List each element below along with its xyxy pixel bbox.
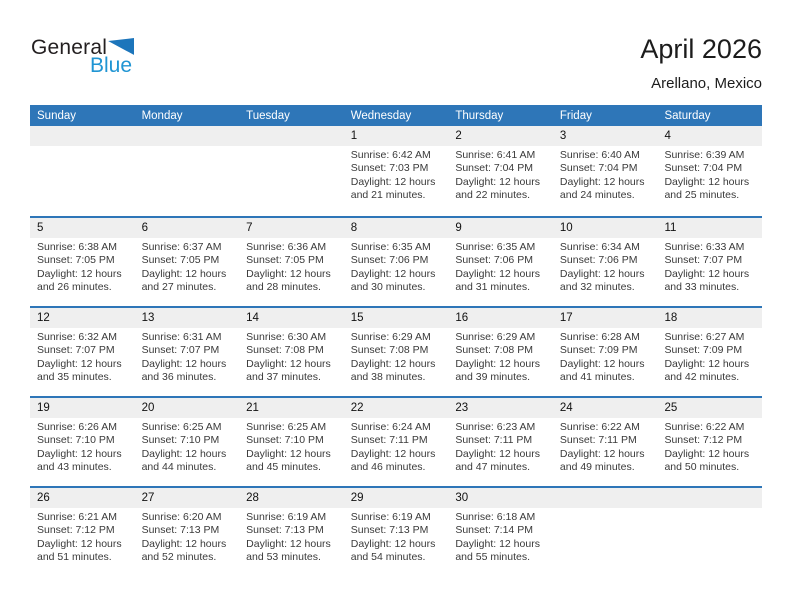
sunset-text: Sunset: 7:07 PM xyxy=(37,344,115,357)
day-number: 4 xyxy=(664,130,671,142)
week-number-band xyxy=(30,126,762,146)
empty-day-cell xyxy=(135,146,240,214)
sunrise-text: Sunrise: 6:19 AM xyxy=(350,511,431,523)
daylight-text: and 22 minutes. xyxy=(455,189,531,202)
sunset-text: Sunset: 7:04 PM xyxy=(455,162,533,175)
sunrise-text: Sunrise: 6:18 AM xyxy=(455,511,536,523)
sunset-text: Sunset: 7:08 PM xyxy=(350,344,429,357)
sunrise-text: Sunrise: 6:29 AM xyxy=(455,331,536,343)
day-cell xyxy=(30,328,135,396)
daylight-text: Daylight: 12 hours xyxy=(559,267,645,280)
day-cell xyxy=(239,418,344,486)
day-cell xyxy=(448,508,553,576)
empty-day-cell xyxy=(553,508,658,576)
sunrise-text: Sunrise: 6:37 AM xyxy=(141,241,222,253)
day-cell xyxy=(135,418,240,486)
day-number: 21 xyxy=(246,402,259,414)
day-number xyxy=(30,126,135,146)
daylight-text: Daylight: 12 hours xyxy=(141,447,227,460)
daylight-text: and 49 minutes. xyxy=(559,461,635,474)
sunset-text: Sunset: 7:09 PM xyxy=(664,344,743,357)
day-number: 28 xyxy=(246,492,259,504)
sunset-text: Sunset: 7:06 PM xyxy=(559,254,638,267)
sunset-text: Sunset: 7:08 PM xyxy=(246,344,324,357)
day-number: 12 xyxy=(37,312,50,324)
empty-day-cell xyxy=(30,146,135,214)
weekday-header xyxy=(30,105,762,126)
day-number: 8 xyxy=(350,222,358,234)
sunset-text: Sunset: 7:12 PM xyxy=(37,524,115,537)
daylight-text: and 54 minutes. xyxy=(350,551,426,564)
day-number: 14 xyxy=(246,312,259,324)
sunset-text: Sunset: 7:14 PM xyxy=(455,524,533,537)
sunrise-text: Sunrise: 6:25 AM xyxy=(141,421,222,433)
sunrise-text: Sunrise: 6:28 AM xyxy=(559,331,640,343)
daylight-text: Daylight: 12 hours xyxy=(455,267,540,280)
sunset-text: Sunset: 7:10 PM xyxy=(37,434,115,447)
weekday-cell-monday: Monday xyxy=(141,109,183,122)
sunset-text: Sunset: 7:04 PM xyxy=(664,162,743,175)
week-number-band xyxy=(30,218,762,238)
day-cell xyxy=(657,418,762,486)
daylight-text: Daylight: 12 hours xyxy=(664,175,750,188)
daylight-text: and 53 minutes. xyxy=(246,551,321,564)
day-number xyxy=(553,488,658,508)
daylight-text: and 28 minutes. xyxy=(246,281,321,294)
daylight-text: and 51 minutes. xyxy=(37,551,112,564)
day-cell xyxy=(239,238,344,306)
daylight-text: Daylight: 12 hours xyxy=(350,175,436,188)
daylight-text: and 21 minutes. xyxy=(350,189,426,202)
day-cell xyxy=(344,146,449,214)
general-blue-logo xyxy=(31,37,141,76)
week-row xyxy=(30,126,762,216)
sunrise-text: Sunrise: 6:41 AM xyxy=(455,149,536,161)
day-number: 15 xyxy=(350,312,364,324)
weekday-cell-tuesday: Tuesday xyxy=(246,109,290,122)
sunset-text: Sunset: 7:13 PM xyxy=(246,524,324,537)
week-number-band xyxy=(30,398,762,418)
sunset-text: Sunset: 7:06 PM xyxy=(455,254,533,267)
sunset-text: Sunset: 7:04 PM xyxy=(559,162,638,175)
sunset-text: Sunset: 7:10 PM xyxy=(141,434,220,447)
sunrise-text: Sunrise: 6:40 AM xyxy=(559,149,640,161)
daylight-text: and 26 minutes. xyxy=(37,281,112,294)
daylight-text: Daylight: 12 hours xyxy=(455,357,540,370)
daylight-text: and 45 minutes. xyxy=(246,461,321,474)
daylight-text: and 25 minutes. xyxy=(664,189,740,202)
daylight-text: Daylight: 12 hours xyxy=(37,357,122,370)
daylight-text: and 39 minutes. xyxy=(455,371,531,384)
day-number: 19 xyxy=(37,402,50,414)
day-cell xyxy=(30,508,135,576)
weekday-cell-wednesday: Wednesday xyxy=(350,109,412,122)
day-number: 7 xyxy=(246,222,253,234)
daylight-text: Daylight: 12 hours xyxy=(664,357,750,370)
day-number: 26 xyxy=(37,492,50,504)
week-row xyxy=(30,486,762,576)
sunrise-text: Sunrise: 6:38 AM xyxy=(37,241,117,253)
week-details-row xyxy=(30,238,762,306)
week-details-row xyxy=(30,418,762,486)
day-cell xyxy=(657,328,762,396)
daylight-text: Daylight: 12 hours xyxy=(246,267,331,280)
daylight-text: Daylight: 12 hours xyxy=(246,447,331,460)
sunrise-text: Sunrise: 6:20 AM xyxy=(141,511,222,523)
week-row xyxy=(30,306,762,396)
day-cell xyxy=(30,418,135,486)
daylight-text: Daylight: 12 hours xyxy=(37,447,122,460)
daylight-text: Daylight: 12 hours xyxy=(141,267,227,280)
day-number: 10 xyxy=(559,222,573,234)
day-number: 6 xyxy=(141,222,148,234)
sunset-text: Sunset: 7:11 PM xyxy=(559,434,637,447)
empty-day-cell xyxy=(239,146,344,214)
weekday-cell-sunday: Sunday xyxy=(37,109,77,122)
day-number xyxy=(657,488,762,508)
daylight-text: and 42 minutes. xyxy=(664,371,740,384)
sunrise-text: Sunrise: 6:39 AM xyxy=(664,149,745,161)
sunrise-text: Sunrise: 6:42 AM xyxy=(350,149,431,161)
day-number: 5 xyxy=(37,222,44,234)
day-cell xyxy=(344,418,449,486)
day-number xyxy=(135,126,240,146)
daylight-text: Daylight: 12 hours xyxy=(141,537,227,550)
sunset-text: Sunset: 7:13 PM xyxy=(141,524,220,537)
daylight-text: and 43 minutes. xyxy=(37,461,112,474)
sunset-text: Sunset: 7:11 PM xyxy=(455,434,533,447)
sunset-text: Sunset: 7:10 PM xyxy=(246,434,324,447)
sunrise-text: Sunrise: 6:21 AM xyxy=(37,511,117,523)
day-cell xyxy=(448,238,553,306)
daylight-text: Daylight: 12 hours xyxy=(455,447,540,460)
daylight-text: and 30 minutes. xyxy=(350,281,426,294)
daylight-text: and 37 minutes. xyxy=(246,371,321,384)
day-number: 30 xyxy=(455,492,469,504)
week-number-band xyxy=(30,488,762,508)
month-title: April 2026 xyxy=(640,34,762,64)
day-number: 22 xyxy=(350,402,364,414)
day-cell xyxy=(344,238,449,306)
day-cell xyxy=(657,238,762,306)
sunrise-text: Sunrise: 6:34 AM xyxy=(559,241,640,253)
day-cell xyxy=(30,238,135,306)
day-number: 9 xyxy=(455,222,462,234)
sunset-text: Sunset: 7:12 PM xyxy=(664,434,743,447)
logo-triangle-icon xyxy=(108,38,134,55)
daylight-text: and 35 minutes. xyxy=(37,371,112,384)
sunrise-text: Sunrise: 6:26 AM xyxy=(37,421,117,433)
daylight-text: and 24 minutes. xyxy=(559,189,635,202)
day-cell xyxy=(553,418,658,486)
daylight-text: Daylight: 12 hours xyxy=(559,175,645,188)
day-cell xyxy=(135,328,240,396)
week-number-band xyxy=(30,308,762,328)
sunrise-text: Sunrise: 6:33 AM xyxy=(664,241,745,253)
day-number: 27 xyxy=(141,492,155,504)
sunset-text: Sunset: 7:13 PM xyxy=(350,524,429,537)
sunrise-text: Sunrise: 6:24 AM xyxy=(350,421,431,433)
day-cell xyxy=(344,328,449,396)
daylight-text: and 44 minutes. xyxy=(141,461,217,474)
daylight-text: Daylight: 12 hours xyxy=(350,357,436,370)
day-cell xyxy=(239,508,344,576)
day-cell xyxy=(448,418,553,486)
day-number: 25 xyxy=(664,402,678,414)
day-number: 17 xyxy=(559,312,573,324)
daylight-text: Daylight: 12 hours xyxy=(350,267,436,280)
day-number: 3 xyxy=(559,130,567,142)
daylight-text: and 55 minutes. xyxy=(455,551,531,564)
day-cell xyxy=(553,238,658,306)
sunset-text: Sunset: 7:07 PM xyxy=(664,254,743,267)
daylight-text: and 47 minutes. xyxy=(455,461,531,474)
daylight-text: Daylight: 12 hours xyxy=(664,447,750,460)
sunrise-text: Sunrise: 6:23 AM xyxy=(455,421,536,433)
location-subtitle: Arellano, Mexico xyxy=(651,75,762,92)
day-number: 24 xyxy=(559,402,573,414)
sunrise-text: Sunrise: 6:35 AM xyxy=(455,241,536,253)
day-cell xyxy=(448,146,553,214)
day-cell xyxy=(553,146,658,214)
sunset-text: Sunset: 7:06 PM xyxy=(350,254,429,267)
daylight-text: and 32 minutes. xyxy=(559,281,635,294)
empty-day-cell xyxy=(657,508,762,576)
day-cell xyxy=(239,328,344,396)
daylight-text: Daylight: 12 hours xyxy=(246,537,331,550)
day-cell xyxy=(448,328,553,396)
week-row xyxy=(30,216,762,306)
day-number: 1 xyxy=(350,130,358,142)
sunrise-text: Sunrise: 6:22 AM xyxy=(559,421,640,433)
title-block xyxy=(640,36,762,92)
day-number: 23 xyxy=(455,402,469,414)
week-details-row xyxy=(30,508,762,576)
daylight-text: Daylight: 12 hours xyxy=(559,357,645,370)
sunrise-text: Sunrise: 6:25 AM xyxy=(246,421,327,433)
daylight-text: Daylight: 12 hours xyxy=(664,267,750,280)
daylight-text: Daylight: 12 hours xyxy=(559,447,645,460)
day-number: 29 xyxy=(350,492,364,504)
sunset-text: Sunset: 7:08 PM xyxy=(455,344,533,357)
daylight-text: and 50 minutes. xyxy=(664,461,740,474)
sunset-text: Sunset: 7:11 PM xyxy=(350,434,428,447)
daylight-text: Daylight: 12 hours xyxy=(350,537,436,550)
calendar-grid xyxy=(30,105,762,576)
daylight-text: Daylight: 12 hours xyxy=(350,447,436,460)
logo-general-text: General xyxy=(31,36,108,59)
weekday-cell-thursday: Thursday xyxy=(455,109,504,122)
sunset-text: Sunset: 7:05 PM xyxy=(246,254,324,267)
week-details-row xyxy=(30,146,762,214)
day-cell xyxy=(553,328,658,396)
day-number: 18 xyxy=(664,312,678,324)
day-cell xyxy=(135,508,240,576)
daylight-text: Daylight: 12 hours xyxy=(141,357,227,370)
daylight-text: and 41 minutes. xyxy=(559,371,635,384)
sunset-text: Sunset: 7:05 PM xyxy=(37,254,115,267)
day-number: 20 xyxy=(141,402,155,414)
day-number: 16 xyxy=(455,312,469,324)
day-cell xyxy=(657,146,762,214)
sunrise-text: Sunrise: 6:32 AM xyxy=(37,331,117,343)
daylight-text: Daylight: 12 hours xyxy=(455,537,540,550)
weekday-cell-saturday: Saturday xyxy=(664,109,711,122)
daylight-text: Daylight: 12 hours xyxy=(455,175,540,188)
daylight-text: Daylight: 12 hours xyxy=(246,357,331,370)
day-number: 13 xyxy=(141,312,155,324)
daylight-text: and 46 minutes. xyxy=(350,461,426,474)
daylight-text: and 31 minutes. xyxy=(455,281,531,294)
daylight-text: and 36 minutes. xyxy=(141,371,217,384)
calendar-weeks xyxy=(30,126,762,576)
day-number: 2 xyxy=(455,130,462,142)
day-cell xyxy=(135,238,240,306)
daylight-text: and 33 minutes. xyxy=(664,281,740,294)
daylight-text: and 52 minutes. xyxy=(141,551,217,564)
daylight-text: Daylight: 12 hours xyxy=(37,267,122,280)
sunrise-text: Sunrise: 6:35 AM xyxy=(350,241,431,253)
weekday-cell-friday: Friday xyxy=(559,109,592,122)
sunset-text: Sunset: 7:07 PM xyxy=(141,344,220,357)
sunset-text: Sunset: 7:09 PM xyxy=(559,344,638,357)
logo-blue-text: Blue xyxy=(89,54,132,77)
week-row xyxy=(30,396,762,486)
sunrise-text: Sunrise: 6:29 AM xyxy=(350,331,431,343)
daylight-text: and 38 minutes. xyxy=(350,371,426,384)
daylight-text: Daylight: 12 hours xyxy=(37,537,122,550)
sunset-text: Sunset: 7:05 PM xyxy=(141,254,220,267)
sunrise-text: Sunrise: 6:19 AM xyxy=(246,511,327,523)
day-number: 11 xyxy=(664,222,677,234)
sunrise-text: Sunrise: 6:22 AM xyxy=(664,421,745,433)
sunset-text: Sunset: 7:03 PM xyxy=(350,162,429,175)
sunrise-text: Sunrise: 6:30 AM xyxy=(246,331,327,343)
sunrise-text: Sunrise: 6:31 AM xyxy=(141,331,222,343)
sunrise-text: Sunrise: 6:36 AM xyxy=(246,241,327,253)
daylight-text: and 27 minutes. xyxy=(141,281,217,294)
sunrise-text: Sunrise: 6:27 AM xyxy=(664,331,745,343)
day-cell xyxy=(344,508,449,576)
week-details-row xyxy=(30,328,762,396)
day-number xyxy=(239,126,344,146)
